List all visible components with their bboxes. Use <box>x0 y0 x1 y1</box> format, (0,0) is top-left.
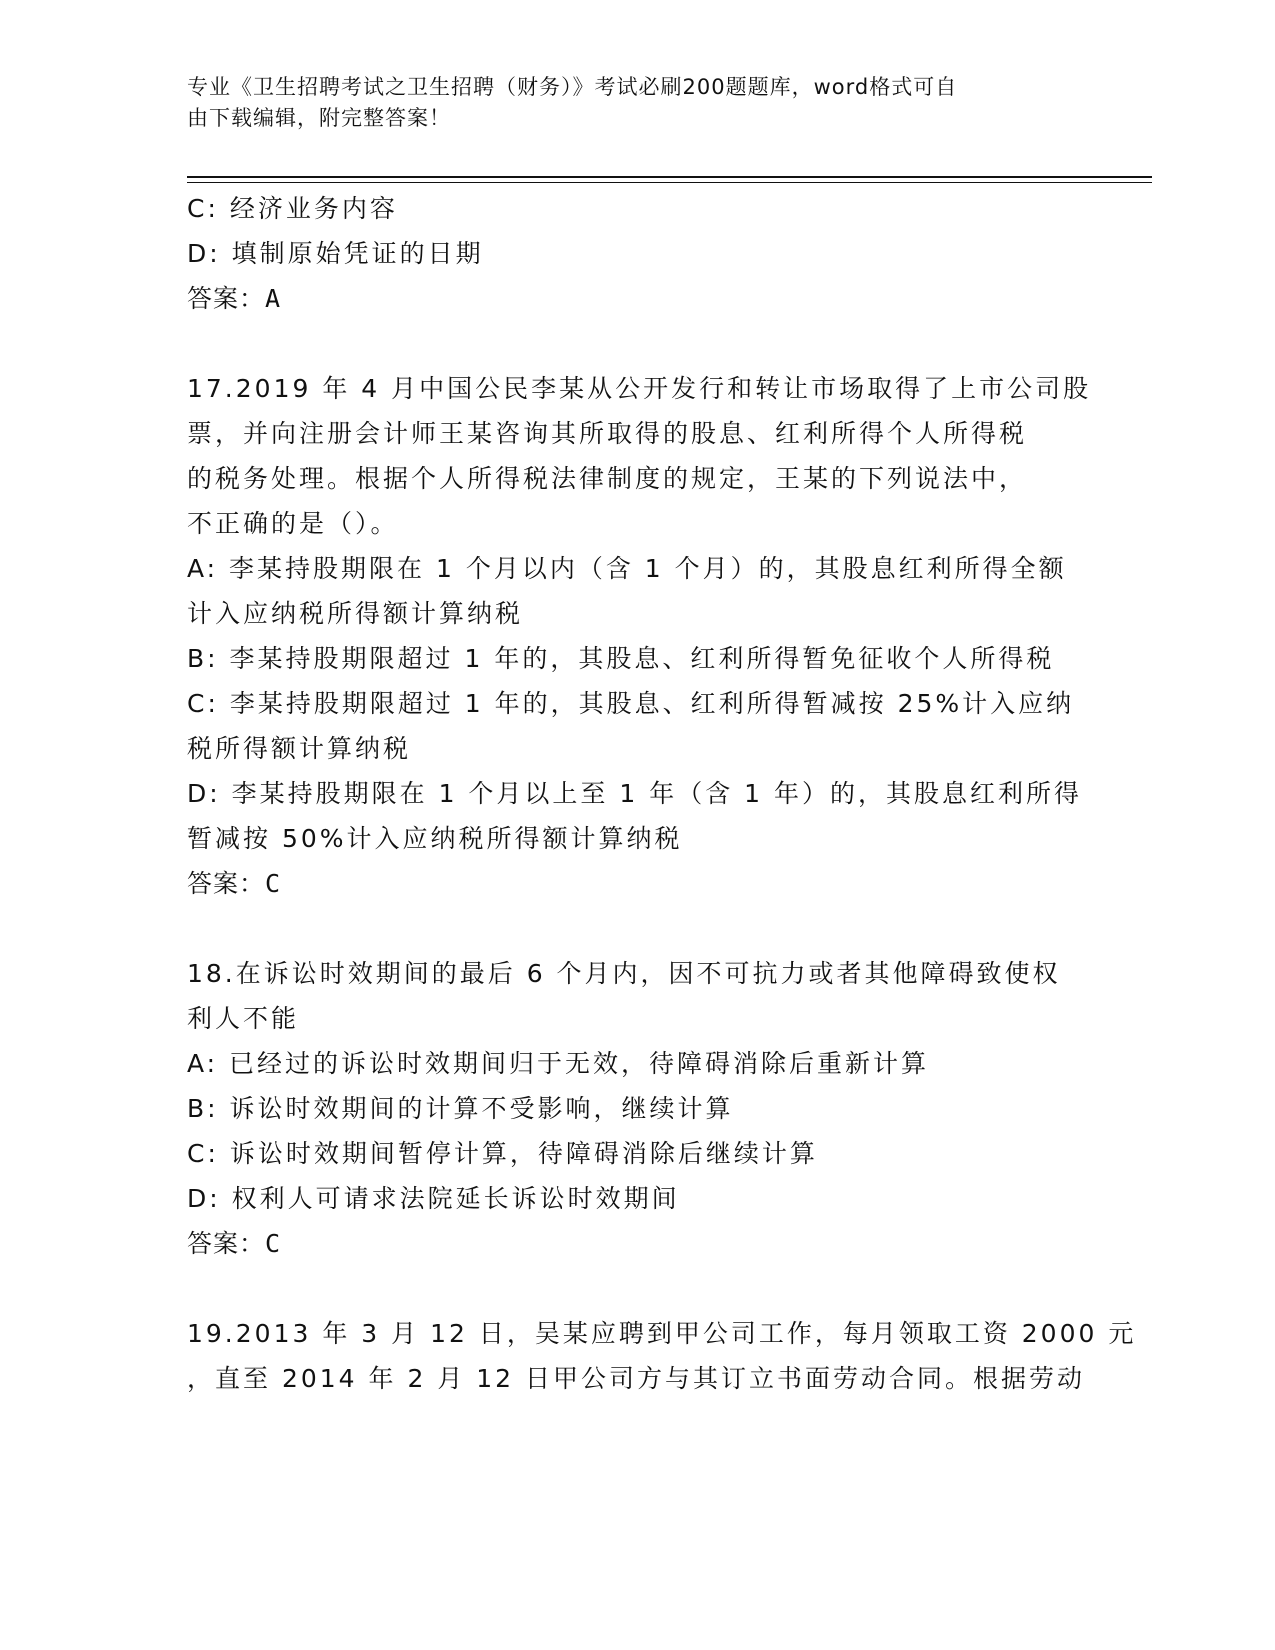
question-stem-line: 利人不能 <box>187 1004 300 1033</box>
document-header <box>187 72 1067 134</box>
option-c-continued: 税所得额计算纳税 <box>187 734 412 763</box>
previous-question-tail <box>187 186 1087 321</box>
option-a: A: 已经过的诉讼时效期间归于无效，待障碍消除后重新计算 <box>187 1049 930 1078</box>
question-18 <box>187 951 1087 1266</box>
document-body <box>187 186 1137 1401</box>
question-17 <box>187 366 1092 906</box>
option-c: C: 经济业务内容 <box>187 194 398 223</box>
header-line-2: 由下载编辑，附完整答案！ <box>187 106 451 130</box>
option-c: C: 李某持股期限超过 1 年的，其股息、红利所得暂减按 25%计入应纳 <box>187 689 1075 718</box>
option-a-continued: 计入应纳税所得额计算纳税 <box>187 599 524 628</box>
header-divider <box>187 176 1152 183</box>
answer: 答案：C <box>187 1229 282 1258</box>
option-d: D: 李某持股期限在 1 个月以上至 1 年（含 1 年）的，其股息红利所得 <box>187 779 1083 808</box>
option-d: D: 填制原始凭证的日期 <box>187 239 484 268</box>
header-line-1: 专业《卫生招聘考试之卫生招聘（财务）》考试必刷200题题库，word格式可自 <box>187 75 958 99</box>
answer: 答案：A <box>187 284 282 313</box>
option-d-continued: 暂减按 50%计入应纳税所得额计算纳税 <box>187 824 683 853</box>
option-c: C: 诉讼时效期间暂停计算，待障碍消除后继续计算 <box>187 1139 818 1168</box>
question-stem-line: 19.2013 年 3 月 12 日，吴某应聘到甲公司工作，每月领取工资 2000 元 <box>187 1319 1137 1348</box>
question-stem-line: 不正确的是（）。 <box>187 509 399 538</box>
question-stem-line: 17.2019 年 4 月中国公民李某从公开发行和转让市场取得了上市公司股 <box>187 374 1092 403</box>
question-stem-line: 的税务处理。根据个人所得税法律制度的规定，王某的下列说法中， <box>187 464 1028 493</box>
option-b: B: 李某持股期限超过 1 年的，其股息、红利所得暂免征收个人所得税 <box>187 644 1055 673</box>
spacer <box>187 1266 1087 1311</box>
option-b: B: 诉讼时效期间的计算不受影响，继续计算 <box>187 1094 734 1123</box>
spacer <box>187 321 1087 366</box>
spacer <box>187 906 1087 951</box>
option-a: A: 李某持股期限在 1 个月以内（含 1 个月）的，其股息红利所得全额 <box>187 554 1067 583</box>
question-stem-line: ，直至 2014 年 2 月 12 日甲公司方与其订立书面劳动合同。根据劳动 <box>187 1364 1086 1393</box>
answer: 答案：C <box>187 869 282 898</box>
question-stem-line: 票，并向注册会计师王某咨询其所取得的股息、红利所得个人所得税 <box>187 419 1028 448</box>
question-19 <box>187 1311 1137 1401</box>
question-stem-line: 18.在诉讼时效期间的最后 6 个月内，因不可抗力或者其他障碍致使权 <box>187 959 1061 988</box>
option-d: D: 权利人可请求法院延长诉讼时效期间 <box>187 1184 680 1213</box>
